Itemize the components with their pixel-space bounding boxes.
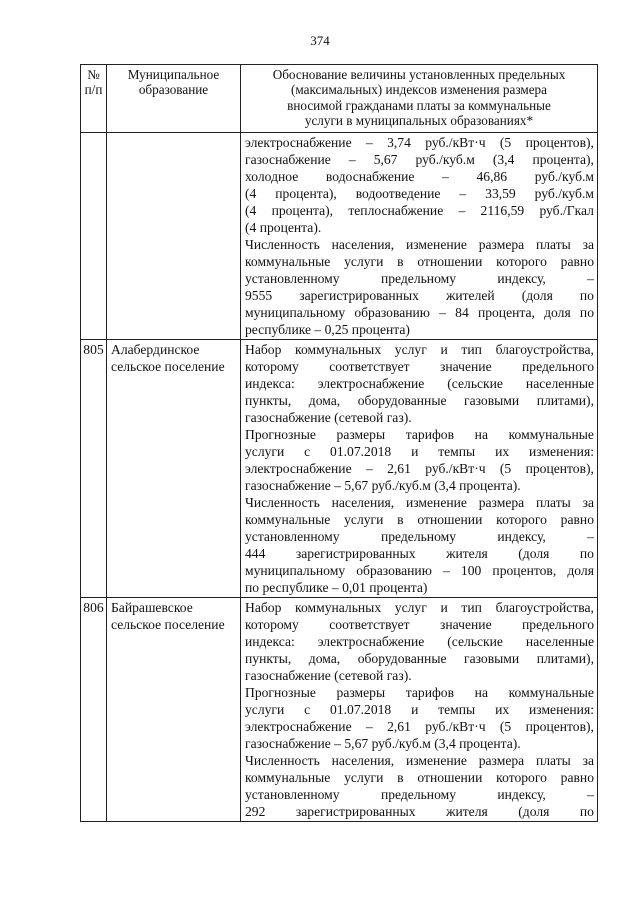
justification-line: газоснабжение (сетевой газ). (245, 667, 412, 683)
municipality-name-line: Алабердинское (111, 341, 200, 357)
header-number (81, 65, 107, 133)
header-justification-line: вносимой гражданами платы за коммунальные (287, 97, 551, 113)
table-header-row (81, 65, 598, 133)
justification-line: услуги с 01.07.2018 и темпы их изменения: (245, 443, 594, 459)
justification-line: электроснабжение – 2,61 руб./кВт·ч (5 процентов), (245, 718, 594, 734)
justification-line: 444 зарегистрированных жителя (доля по (245, 545, 594, 561)
justification-line: услуги с 01.07.2018 и темпы их изменения: (245, 701, 594, 717)
justification-line: газоснабжение – 5,67 руб./куб.м (3,4 процента). (245, 735, 521, 751)
justification-text (241, 132, 598, 339)
justification-line: Численность населения, изменение размера платы за (245, 494, 594, 510)
justification-line: которому соответствует значение предельного (245, 616, 594, 632)
justification-line: установленному предельному индексу, – (245, 528, 594, 544)
justification-line: Численность населения, изменение размера платы за (245, 752, 594, 768)
justification-line: муниципальному образованию – 100 процентов, доля (245, 562, 594, 578)
justification-line: пункты, дома, оборудованные газовыми плитами), (245, 392, 594, 408)
justification-line: Численность населения, изменение размера платы за (245, 236, 594, 252)
header-municipality (107, 65, 241, 133)
justification-line: которому соответствует значение предельного (245, 358, 594, 374)
header-municipality-line: образование (138, 82, 209, 98)
justification-line: электроснабжение – 3,74 руб./кВт·ч (5 процентов), (245, 134, 594, 150)
justification-line: (4 процента), теплоснабжение – 2116,59 руб./Гкал (245, 202, 594, 218)
justification-line: установленному предельному индексу, – (245, 786, 594, 802)
page-number: 374 (310, 33, 330, 48)
justification-text (241, 597, 598, 821)
municipality-name (107, 339, 241, 597)
table-row (81, 132, 598, 339)
justification-line: республике – 0,25 процента) (245, 321, 410, 337)
justification-line: Набор коммунальных услуг и тип благоустройства, (245, 599, 594, 615)
justification-line: холодное водоснабжение – 46,86 руб./куб.м (245, 168, 594, 184)
justification-line: коммунальные услуги в отношении которого равно (245, 769, 594, 785)
justification-line: 292 зарегистрированных жителя (доля по (245, 803, 594, 819)
row-number (81, 132, 107, 339)
row-number: 806 (81, 597, 107, 821)
justification-line: (4 процента), водоотведение – 33,59 руб./куб.м (245, 185, 594, 201)
municipality-name-line: сельское поселение (111, 616, 225, 632)
justification-line: газоснабжение (сетевой газ). (245, 409, 412, 425)
tariff-table (80, 64, 598, 822)
justification-line: (4 процента). (245, 219, 322, 235)
table-row (81, 597, 598, 821)
justification-line: индекса: электроснабжение (сельские населенные (245, 375, 594, 391)
municipality-name-line: Байрашевское (111, 599, 193, 615)
justification-line: газоснабжение – 5,67 руб./куб.м (3,4 процента). (245, 477, 521, 493)
header-municipality-line: Муниципальное (127, 67, 220, 82)
justification-line: Прогнозные размеры тарифов на коммунальные (245, 426, 594, 442)
table-row (81, 339, 598, 597)
justification-line: Прогнозные размеры тарифов на коммунальные (245, 684, 594, 700)
header-justification-line: Обоснование величины установленных предельных (272, 67, 566, 82)
municipality-name-line: сельское поселение (111, 358, 225, 374)
justification-line: индекса: электроснабжение (сельские населенные (245, 633, 594, 649)
municipality-name (107, 597, 241, 821)
row-number: 805 (81, 339, 107, 597)
justification-line: муниципальному образованию – 84 процента, доля по (245, 304, 594, 320)
header-justification-line: услуги в муниципальных образованиях* (304, 113, 534, 129)
justification-line: газоснабжение – 5,67 руб./куб.м (3,4 процента), (245, 151, 594, 167)
header-number-line: п/п (84, 82, 103, 98)
header-justification-line: (максимальных) индексов изменения размера (290, 82, 547, 98)
justification-line: по республике – 0,01 процента) (245, 579, 428, 595)
justification-line: электроснабжение – 2,61 руб./кВт·ч (5 процентов), (245, 460, 594, 476)
justification-text (241, 339, 598, 597)
justification-line: установленному предельному индексу, – (245, 270, 594, 286)
justification-line: коммунальные услуги в отношении которого равно (245, 253, 594, 269)
justification-line: 9555 зарегистрированных жителей (доля по (245, 287, 594, 303)
justification-line: пункты, дома, оборудованные газовыми плитами), (245, 650, 594, 666)
header-number-line: № (87, 67, 100, 82)
header-justification (241, 65, 598, 133)
municipality-name (107, 132, 241, 339)
justification-line: коммунальные услуги в отношении которого равно (245, 511, 594, 527)
justification-line: Набор коммунальных услуг и тип благоустройства, (245, 341, 594, 357)
